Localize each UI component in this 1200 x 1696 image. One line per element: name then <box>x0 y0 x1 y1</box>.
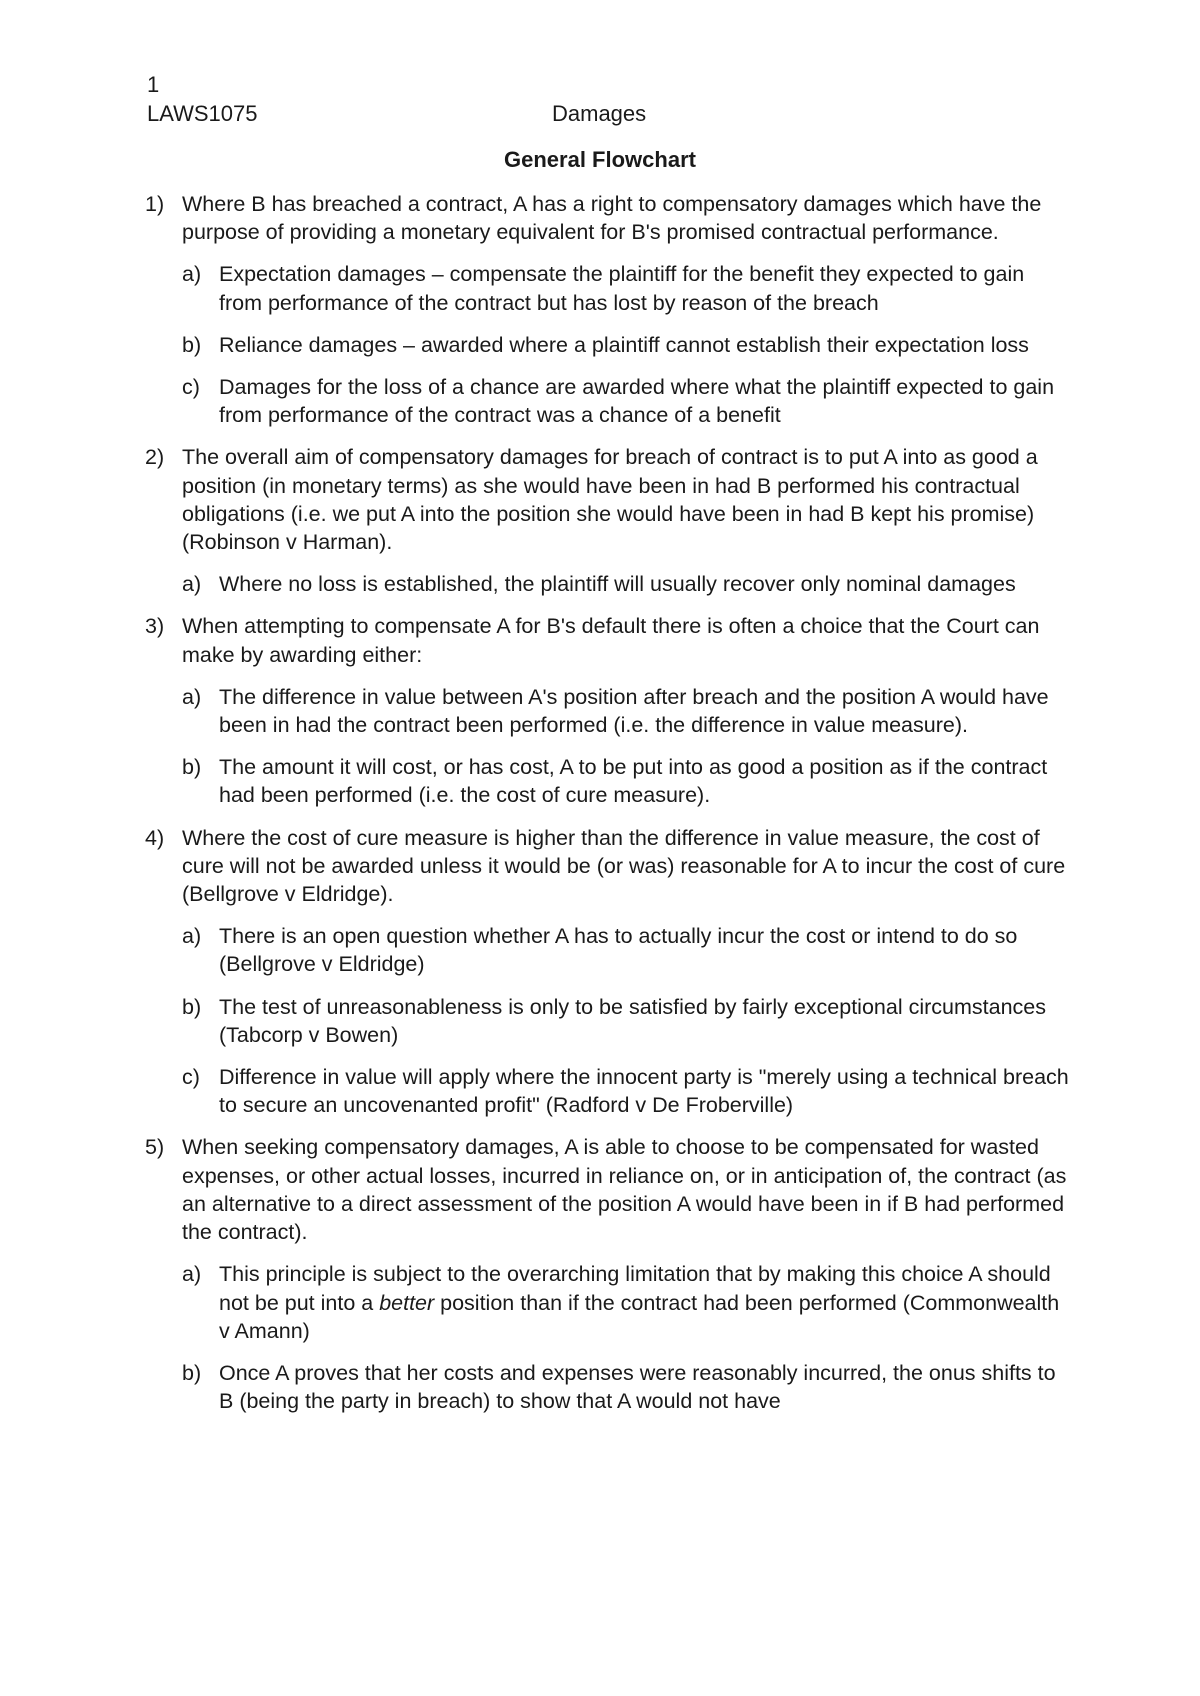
sub-list-item <box>182 373 1070 429</box>
sub-list-marker: a) <box>182 924 202 949</box>
sub-list-item-text: The amount it will cost, or has cost, A to be put into as good a position as if the contract had been performed (i.e. the cost of cure measure). <box>219 755 1048 808</box>
document-title: General Flowchart <box>504 147 696 172</box>
list-item-text: The overall aim of compensatory damages for breach of contract is to put A into as good a position (in monetary terms) as she would have been in had B performed his contractual obligations (i.e. we put A into the position she would have been in had B kept his promise) (Robinson v Harman). <box>182 445 1038 555</box>
sub-list-item-text: Difference in value will apply where the innocent party is "merely using a technical breach to secure an uncovenanted profit" (Radford v De Froberville) <box>219 1065 1069 1118</box>
list-marker: 4) <box>145 825 165 850</box>
sub-list-item-text: The difference in value between A's position after breach and the position A would have been in had the contract been performed (i.e. the difference in value measure). <box>219 684 1049 738</box>
sub-list-marker: a) <box>182 262 202 287</box>
sub-list-item <box>182 1359 1070 1415</box>
sub-list-item-text: Expectation damages – compensate the plaintiff for the benefit they expected to gain from performance of the contract but has lost by reason of the breach <box>219 262 1025 315</box>
sub-list-marker: c) <box>182 1065 200 1090</box>
list-item <box>145 1133 1070 1246</box>
sub-list-item <box>182 331 1070 359</box>
sub-list-item <box>182 993 1070 1049</box>
sub-list-marker: c) <box>182 375 200 400</box>
sub-list-item <box>182 570 1070 598</box>
sub-list-item-text: The test of unreasonableness is only to be satisfied by fairly exceptional circumstances (Tabcorp v Bowen) <box>219 994 1046 1047</box>
sub-list-item <box>182 1063 1070 1119</box>
list-marker: 1) <box>145 192 165 216</box>
document-topic: Damages <box>552 101 647 126</box>
sub-list-item <box>182 922 1070 978</box>
list-item <box>145 612 1070 668</box>
sub-list-item-text: Damages for the loss of a chance are awarded where what the plaintiff expected to gain from performance of the contract was a chance of a benefit <box>219 375 1055 428</box>
sub-list-marker: a) <box>182 684 202 709</box>
sub-list-item <box>182 753 1070 809</box>
sub-list-marker: b) <box>182 755 202 780</box>
sub-list-item <box>182 683 1070 739</box>
sub-list-marker: a) <box>182 572 202 597</box>
sub-list-marker: a) <box>182 1262 202 1287</box>
list-item-text: Where the cost of cure measure is higher than the difference in value measure, the cost of cure will not be awarded unless it would be (or was) reasonable for A to incur the cost of cure (Bellgrove v Eldridge). <box>182 825 1066 907</box>
page-number: 1 <box>147 72 160 97</box>
list-item-text: When attempting to compensate A for B's default there is often a choice that the Court can make by awarding either: <box>182 614 1040 667</box>
emphasis-text: better <box>379 1290 435 1315</box>
sub-list-item-text <box>219 1260 1070 1345</box>
sub-list-item-text-before: This principle is subject to the overarching limitation that by making this choice A should not be put into a <box>219 1262 1051 1315</box>
sub-list-item-text: Where no loss is established, the plaintiff will usually recover only nominal damages <box>219 572 1016 597</box>
sub-list-marker: b) <box>182 1360 202 1385</box>
sub-list-marker: b) <box>182 994 202 1019</box>
course-code: LAWS1075 <box>147 101 258 126</box>
list-marker: 5) <box>145 1135 165 1160</box>
list-item <box>145 824 1070 909</box>
list-marker: 3) <box>145 614 165 639</box>
list-item <box>145 190 1070 246</box>
sub-list-item <box>182 260 1070 316</box>
list-item <box>145 443 1070 556</box>
flowchart-list <box>145 190 1070 1429</box>
sub-list-item <box>182 1260 1070 1345</box>
list-item-text: Where B has breached a contract, A has a right to compensatory damages which have the purpose of providing a monetary equivalent for B's promised contractual performance. <box>182 192 1042 245</box>
list-item-text: When seeking compensatory damages, A is able to choose to be compensated for wasted expenses, or other actual losses, incurred in reliance on, or in anticipation of, the contract (as an alternative to a direct assessment of the position A would have been in if B had performed the contract). <box>182 1135 1067 1245</box>
sub-list-item-text: There is an open question whether A has to actually incur the cost or intend to do so (Bellgrove v Eldridge) <box>219 924 1018 977</box>
sub-list-marker: b) <box>182 332 202 357</box>
sub-list-item-text-after: position than if the contract had been performed (Commonwealth v Amann) <box>219 1290 1060 1343</box>
sub-list-item-text: Reliance damages – awarded where a plaintiff cannot establish their expectation loss <box>219 332 1029 357</box>
list-marker: 2) <box>145 445 165 470</box>
sub-list-item-text: Once A proves that her costs and expenses were reasonably incurred, the onus shifts to B (being the party in breach) to show that A would not have <box>219 1360 1056 1414</box>
